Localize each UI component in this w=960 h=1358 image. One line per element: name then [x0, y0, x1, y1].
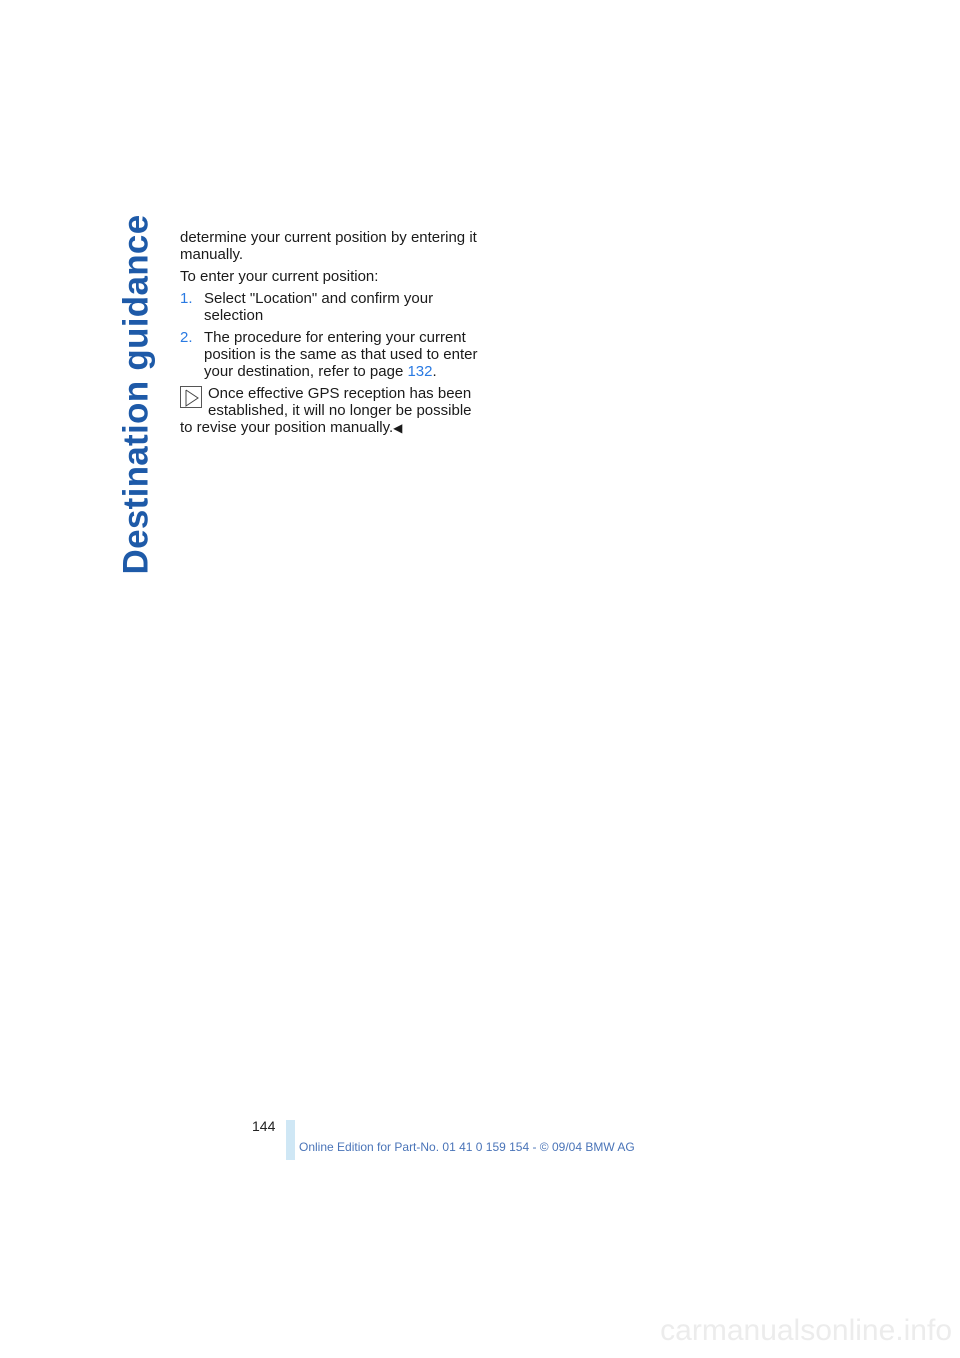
step-number: 1.: [180, 290, 193, 307]
page-number: 144: [252, 1118, 276, 1134]
end-mark-icon: ◀: [393, 421, 403, 435]
watermark: carmanualsonline.info: [660, 1314, 952, 1347]
note-triangle-icon: [180, 386, 202, 408]
page-reference-link[interactable]: 132: [407, 363, 433, 380]
list-item: [180, 329, 480, 380]
intro-paragraph: determine your current position by entering it manually.: [180, 229, 477, 263]
step-text: Select "Location" and confirm your selection: [204, 290, 434, 324]
step-text: The procedure for entering your current position is the same as that used to enter your destination, refer to page: [204, 329, 478, 380]
main-content: [180, 229, 480, 437]
section-title: [108, 214, 164, 574]
footer-bar: [286, 1120, 295, 1160]
footer-edition-text: Online Edition for Part-No. 01 41 0 159 154 - © 09/04 BMW AG: [299, 1140, 635, 1154]
list-item: [180, 290, 480, 324]
lead-paragraph: To enter your current position:: [180, 268, 379, 285]
note-block: [180, 385, 480, 437]
step-number: 2.: [180, 329, 193, 346]
note-text: Once effective GPS reception has been established, it will no longer be possible to revise your position manually.: [180, 385, 472, 436]
steps-list: [180, 290, 480, 380]
section-title-text: Destination guidance: [116, 214, 156, 574]
step-end: .: [432, 363, 437, 380]
